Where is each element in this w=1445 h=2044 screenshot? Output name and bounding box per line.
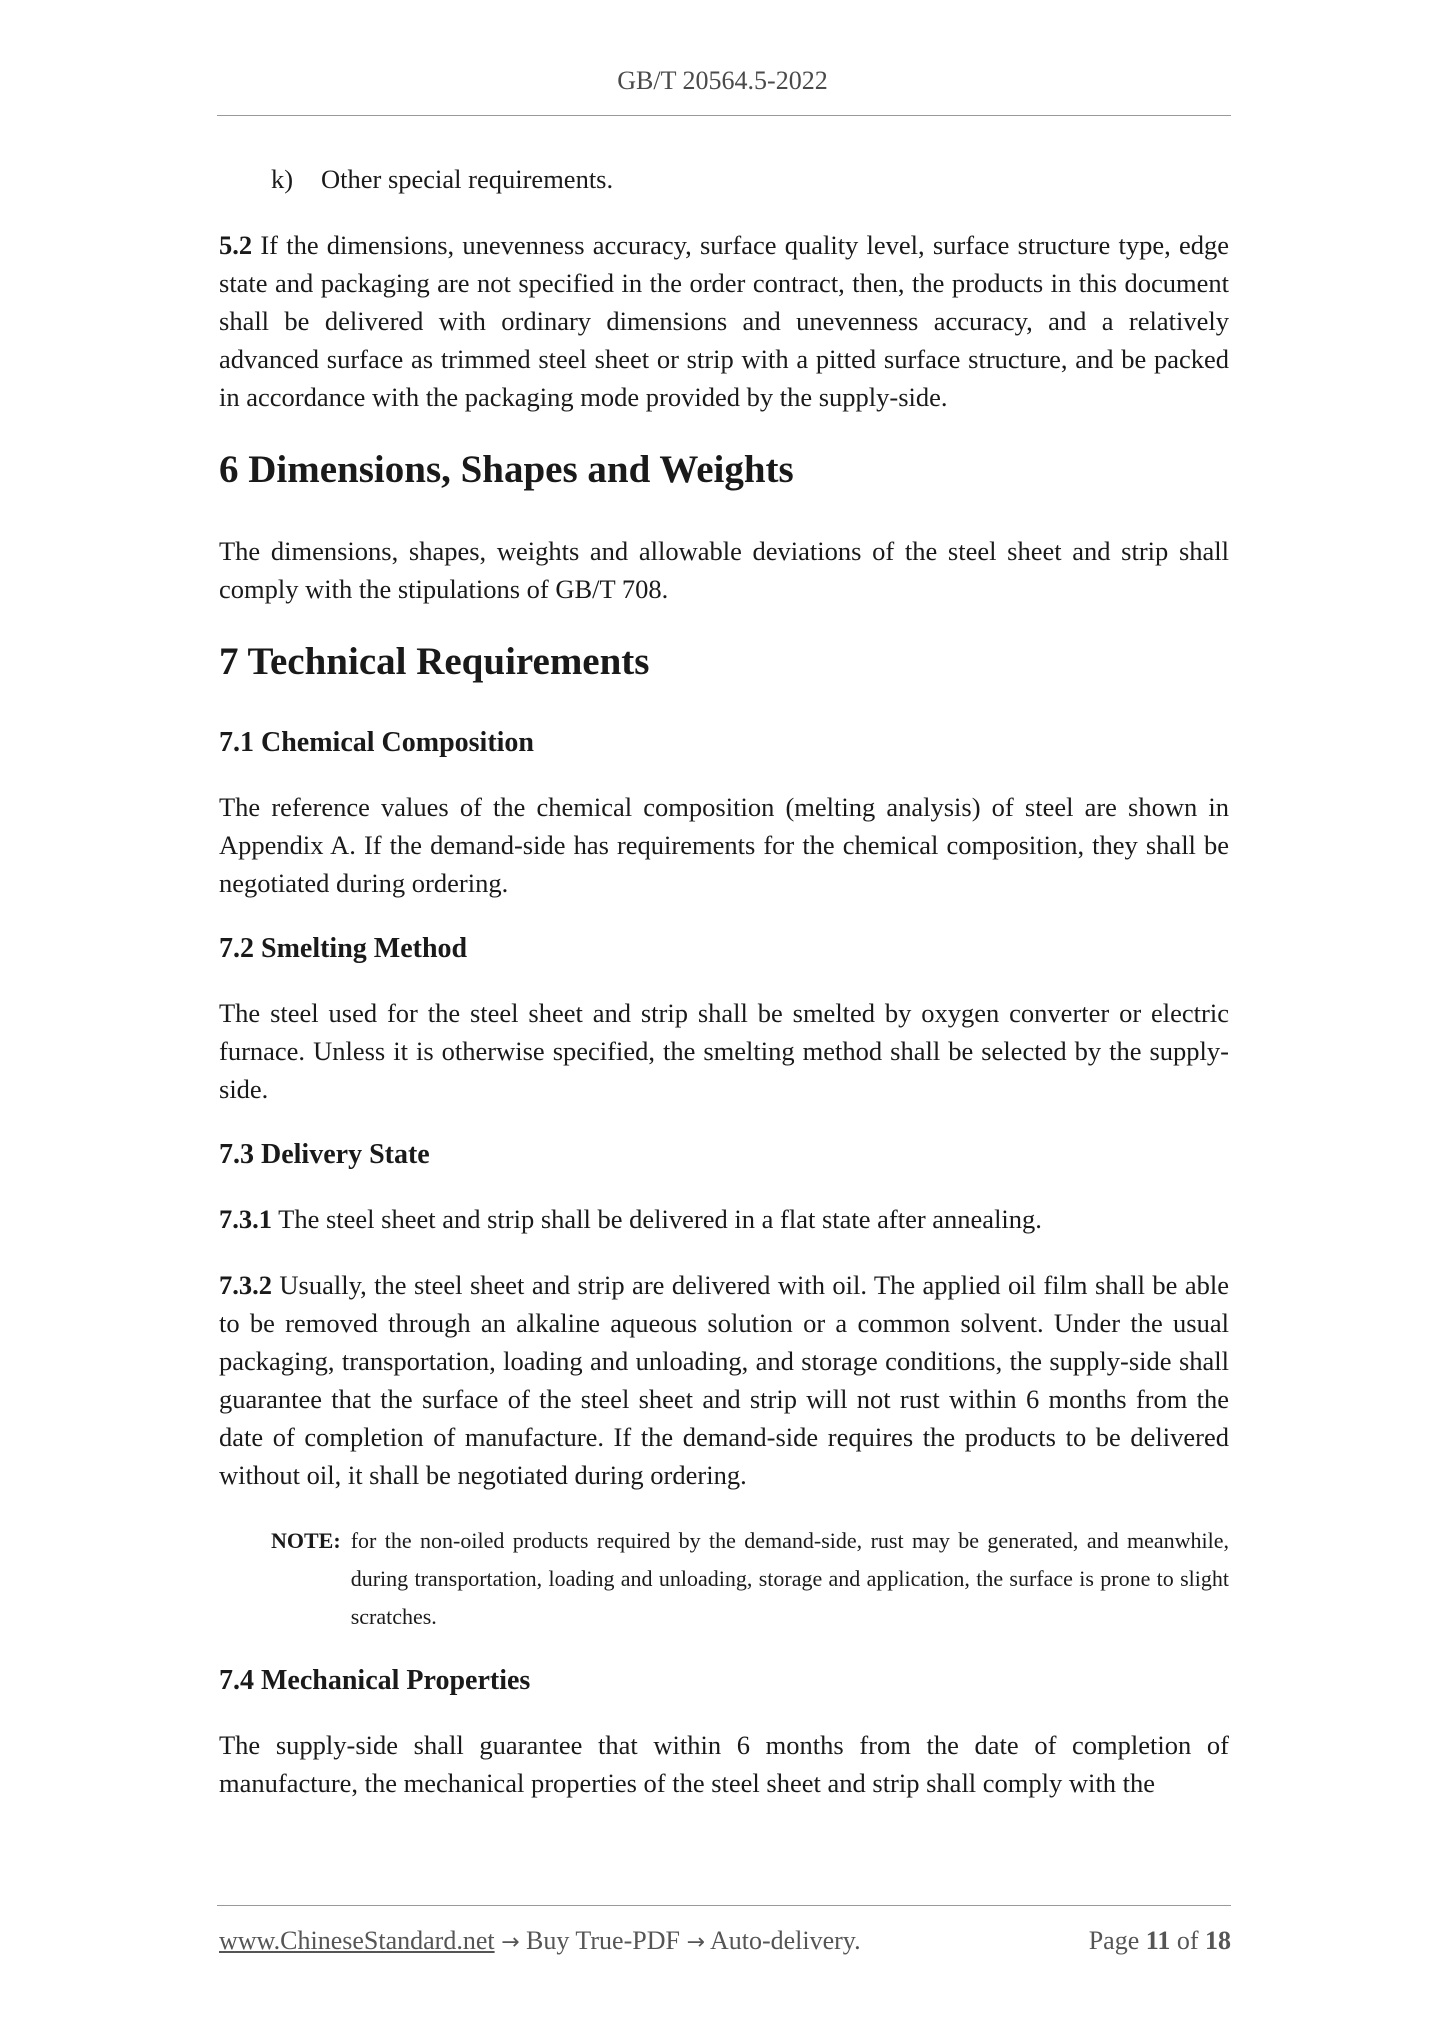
footer-divider [217,1905,1231,1906]
page-footer [219,1926,1231,1956]
of-word: of [1170,1926,1205,1955]
clause-7-3-2 [219,1266,1229,1494]
heading-section-6: 6 Dimensions, Shapes and Weights [219,448,794,491]
delivery-text: Auto-delivery. [704,1926,861,1955]
footer-links [219,1926,861,1956]
clause-text: Usually, the steel sheet and strip are delivered with oil. The applied oil film shall be able to be removed through an alkaline aqueous solution or a common solvent. Under the usual packaging, transportation, loading and unloading, and storage conditions, the supply-side shall guarantee that the surface of the steel sheet and strip will not rust within 6 months from the date of completion of manufacture. If the demand-side requires the products to be delivered without oil, it shall be negotiated during ordering. [219,1270,1229,1490]
list-item-k [271,160,1229,198]
header-divider [217,115,1231,116]
section-6-text: The dimensions, shapes, weights and allowable deviations of the steel sheet and strip shall comply with the stipulations of GB/T 708. [219,536,1229,604]
heading-7-3: 7.3 Delivery State [219,1139,430,1170]
clause-number: 7.3.2 [219,1270,272,1300]
clause-7-3-1 [219,1200,1229,1238]
page-word: Page [1088,1926,1146,1955]
page-header: GB/T 20564.5-2022 [617,66,828,95]
page-indicator [1089,1926,1231,1956]
section-7-1-text: The reference values of the chemical composition (melting analysis) of steel are shown in Appendix A. If the demand-side has requirements for the chemical composition, they shall be negotiated during ordering. [219,792,1229,898]
page-total: 18 [1205,1926,1231,1955]
clause-number: 7.3.1 [219,1204,272,1234]
buy-text: Buy True-PDF [519,1926,687,1955]
list-marker: k) [271,164,294,194]
arrow-right-icon: → [686,1930,705,1955]
note-label: NOTE: [271,1528,341,1553]
clause-text: If the dimensions, unevenness accuracy, surface quality level, surface structure type, edge state and packaging are not specified in the order contract, then, the products in this document shall be delivered with ordinary dimensions and unevenness accuracy, and a relatively advanced surface as trimmed steel sheet or strip with a pitted surface structure, and be packed in accordance with the packaging mode provided by the supply-side. [219,230,1229,412]
clause-number: 5.2 [219,230,253,260]
clause-text: The steel sheet and strip shall be delivered in a flat state after annealing. [272,1204,1042,1234]
heading-7-1: 7.1 Chemical Composition [219,727,534,758]
clause-5-2 [219,226,1229,416]
list-item-text: Other special requirements. [321,164,614,194]
section-7-4-text: The supply-side shall guarantee that within 6 months from the date of completion of manufacture, the mechanical properties of the steel sheet and strip shall comply with the [219,1730,1229,1798]
site-link[interactable]: www.ChineseStandard.net [219,1926,495,1955]
note-text: for the non-oiled products required by the demand-side, rust may be generated, and meanwhile, during transportation, loading and unloading, storage and application, the surface is prone to slight scratches. [350,1528,1229,1629]
page-number: 11 [1145,1926,1171,1955]
heading-7-2: 7.2 Smelting Method [219,933,468,964]
section-7-2-text: The steel used for the steel sheet and strip shall be smelted by oxygen converter or electric furnace. Unless it is otherwise specified, the smelting method shall be selected by the supply-side. [219,998,1229,1104]
heading-section-7: 7 Technical Requirements [219,640,650,683]
document-body [219,160,1229,1830]
note-block [271,1522,1229,1636]
heading-7-4: 7.4 Mechanical Properties [219,1665,531,1696]
arrow-right-icon: → [501,1930,520,1955]
